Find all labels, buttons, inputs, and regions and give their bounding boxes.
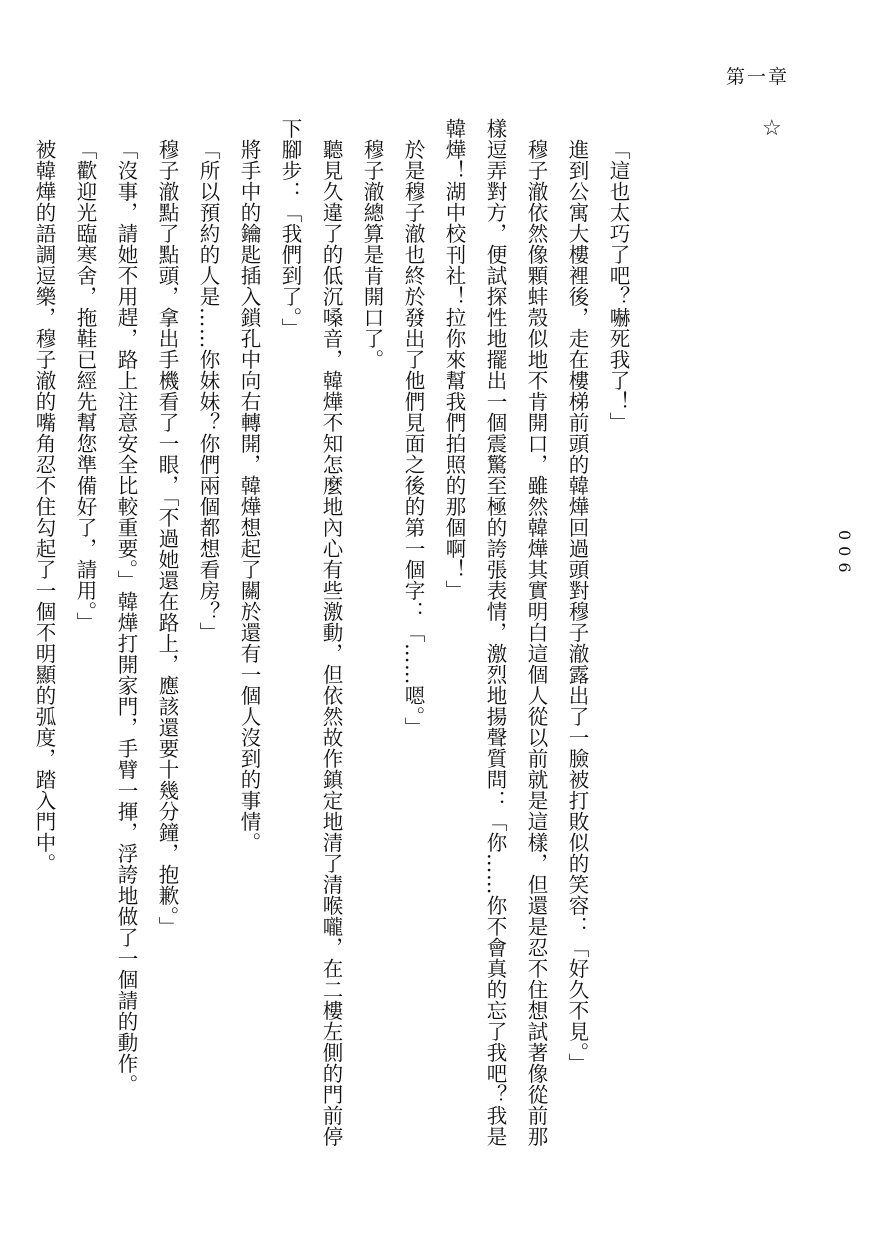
paragraph: 「沒事，請她不用趕，路上注意安全比較重要。」韓燁打開家門，手臂一揮，浮誇地做了一個請的動作。 (114, 138, 138, 1095)
paragraph: 聽見久違了的低沉嗓音，韓燁不知怎麼地內心有些激動，但依然故作鎮定地清了清喉嚨，在二樓左側的門前停下腳步：「我們到了。」 (278, 118, 343, 1147)
paragraph: 穆子澈點了點頭，拿出手機看了一眼，「不過她還在路上，應該還要十幾分鐘，抱歉。」 (155, 138, 179, 937)
paragraph: 於是穆子澈也終於發出了他們見面之後的第一個字：「……嗯。」 (401, 138, 425, 738)
paragraph: 進到公寓大樓裡後，走在樓梯前頭的韓燁回過頭對穆子澈露出了一臉被打敗似的笑容：「好久不見。」 (565, 138, 589, 1074)
star-ornament-icon: ☆ (762, 116, 782, 141)
paragraph: 「歡迎光臨寒舍，拖鞋已經先幫您準備好了，請用。」 (73, 138, 97, 633)
paragraph: 將手中的鑰匙插入鎖孔中向右轉開，韓燁想起了關於還有一個人沒到的事情。 (237, 138, 261, 853)
paragraph: 穆子澈總算是肯開口了。 (360, 138, 384, 370)
page-number: 006 (835, 530, 854, 579)
paragraph: 「這也太巧了吧？嚇死我了！」 (606, 138, 630, 433)
paragraph: 「所以預約的人是……你妹妹？你們兩個都想看房？」 (196, 138, 220, 643)
paragraph: 被韓燁的語調逗樂，穆子澈的嘴角忍不住勾起了一個不明顯的弧度，踏入門中。 (32, 138, 56, 874)
body-text (32, 118, 638, 1158)
chapter-title: 第一章 (726, 66, 790, 88)
paragraph: 穆子澈依然像顆蚌殼似地不肯開口，雖然韓燁其實明白這個人從以前就是這樣，但還是忍不住想試著像從前那樣逗弄對方，便試探性地擺出一個震驚至極的誇張表情，激烈地揚聲質問：「你……你不會真的忘了我吧？我是韓燁！湖中校刊社！拉你來幫我們拍照的那個啊！」 (442, 118, 548, 1147)
